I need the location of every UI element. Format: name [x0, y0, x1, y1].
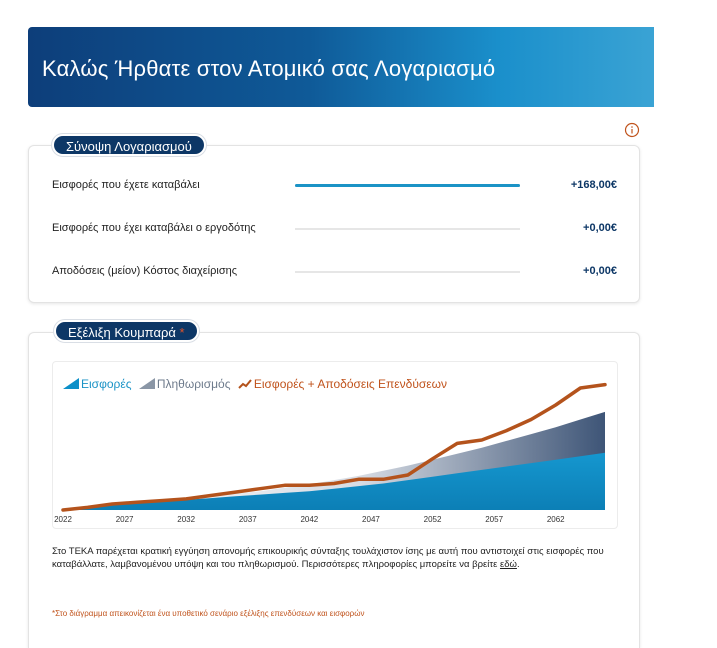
info-icon[interactable]: [624, 122, 640, 138]
progress-track: [295, 271, 520, 273]
footnote-end: .: [516, 559, 520, 570]
area-chart-icon: [139, 378, 155, 389]
welcome-banner: [28, 27, 654, 107]
x-tick-label: 2022: [54, 515, 72, 524]
account-summary-title: Σύνοψη Λογαριασμού: [52, 134, 206, 156]
progress-fill: [295, 184, 520, 187]
legend-contributions[interactable]: [63, 377, 132, 391]
x-tick-label: 2057: [485, 515, 504, 524]
legend-inflation-label: Πληθωρισμός: [156, 377, 231, 391]
piggybank-title-text: Εξέλιξη Κουμπαρά: [68, 325, 176, 340]
legend-inflation[interactable]: [139, 377, 231, 391]
summary-row-value: +0,00€: [583, 222, 617, 234]
footnote-link[interactable]: εδώ: [499, 559, 517, 570]
x-tick-label: 2052: [423, 515, 442, 524]
footnote-star: *: [179, 325, 185, 340]
piggybank-evolution-title: [54, 320, 199, 342]
summary-row-value: +0,00€: [583, 265, 617, 277]
summary-row-label: Εισφορές που έχει καταβάλει ο εργοδότης: [52, 222, 256, 234]
x-tick-label: 2047: [362, 515, 380, 524]
guarantee-footnote: [52, 545, 617, 571]
progress-track: [295, 228, 520, 230]
chart-disclaimer: *Στο διάγραμμα απεικονίζεται ένα υποθετικό σενάριο εξέλιξης επενδύσεων και εισφορών: [52, 609, 365, 618]
piggybank-chart: [52, 361, 618, 529]
progress-track: [295, 185, 520, 187]
footnote-text: Στο ΤΕΚΑ παρέχεται κρατική εγγύηση απονομής επικουρικής σύνταξης τουλάχιστον ίσης με αυτή που αντιστοιχεί στις εισφορές που καταβάλλατε, λαμβανομένου υπόψη και του πληθωρισμού. Περισσότερες πληροφορίες μπορείτε να βρείτε: [52, 546, 604, 570]
area-chart-icon: [63, 378, 79, 389]
x-tick-label: 2042: [300, 515, 319, 524]
x-tick-label: 2027: [115, 515, 134, 524]
x-tick-label: 2032: [177, 515, 196, 524]
legend-contributions-label: Εισφορές: [81, 377, 132, 391]
summary-row-own-contributions: [52, 176, 617, 196]
summary-row-returns-minus-fees: [52, 262, 617, 282]
legend-returns[interactable]: [238, 377, 447, 391]
line-chart-icon: [238, 378, 252, 389]
page-title: Καλώς Ήρθατε στον Ατομικό σας Λογαριασμό: [42, 56, 496, 81]
summary-row-value: +168,00€: [570, 179, 617, 191]
chart-legend: [63, 377, 451, 391]
x-tick-label: 2062: [546, 515, 565, 524]
legend-returns-label: Εισφορές + Αποδόσεις Επενδύσεων: [253, 377, 448, 391]
x-tick-label: 2037: [238, 515, 257, 524]
summary-row-employer-contributions: [52, 219, 617, 239]
summary-row-label: Εισφορές που έχετε καταβάλει: [52, 179, 200, 191]
summary-row-label: Αποδόσεις (μείον) Κόστος διαχείρισης: [52, 265, 238, 277]
